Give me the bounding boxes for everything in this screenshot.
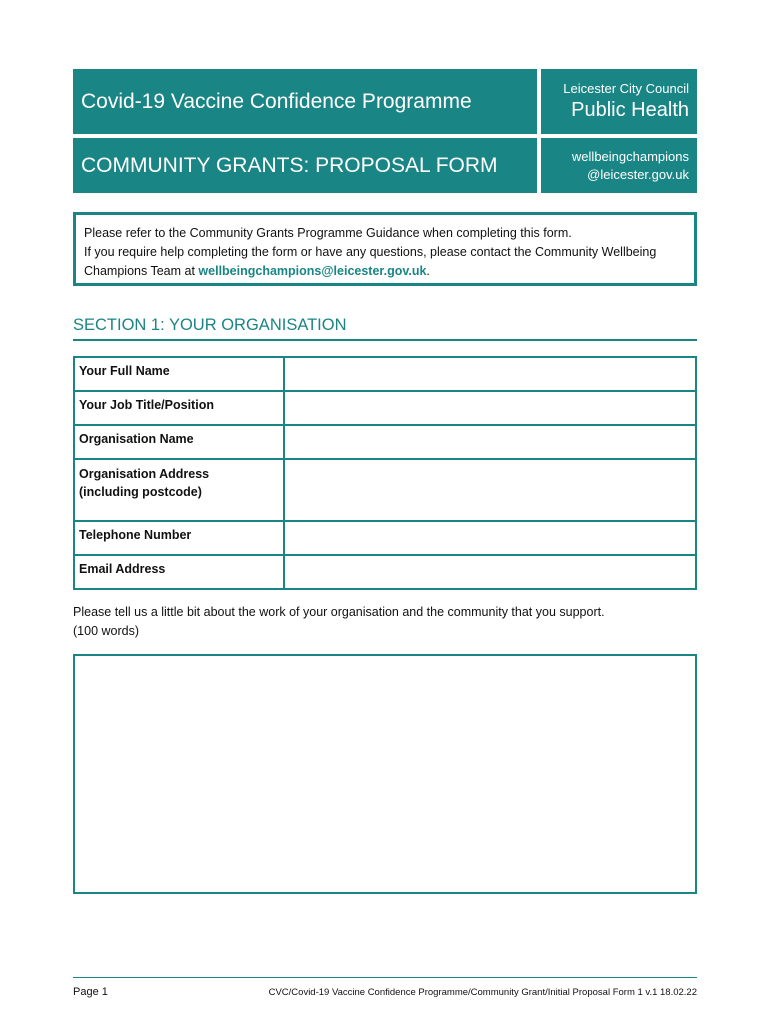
field-label: Your Full Name: [74, 357, 284, 391]
job-title-field[interactable]: [284, 391, 696, 425]
email-field[interactable]: [284, 555, 696, 589]
notice-line-2: [84, 243, 686, 281]
organisation-description-prompt: [73, 603, 703, 641]
organisation-name-field[interactable]: [284, 425, 696, 459]
page-number: Page 1: [73, 986, 108, 998]
table-row: [74, 357, 696, 391]
field-label-line1: Organisation Address: [79, 467, 210, 481]
contact-email-block[interactable]: [541, 138, 697, 193]
department-name: Public Health: [571, 99, 689, 121]
notice-line-1: Please refer to the Community Grants Programme Guidance when completing this form.: [84, 226, 572, 240]
field-label-line2: (including postcode): [79, 485, 202, 499]
table-row: [74, 459, 696, 521]
field-label: Your Job Title/Position: [74, 391, 284, 425]
organisation-details-table: [73, 356, 697, 590]
notice-email-link[interactable]: wellbeingchampions@leicester.gov.uk: [198, 264, 427, 278]
field-label: Organisation Name: [74, 425, 284, 459]
footer-divider: [73, 977, 697, 978]
telephone-field[interactable]: [284, 521, 696, 555]
table-row: [74, 521, 696, 555]
prompt-line-1: Please tell us a little bit about the work of your organisation and the community that you support.: [73, 605, 605, 619]
field-label: [74, 459, 284, 521]
prompt-line-2: (100 words): [73, 624, 139, 638]
document-reference: CVC/Covid-19 Vaccine Confidence Programme/Community Grant/Initial Proposal Form 1 v.1 18.02.22: [268, 987, 697, 998]
table-row: [74, 555, 696, 589]
field-label: Telephone Number: [74, 521, 284, 555]
guidance-notice: [73, 212, 697, 286]
council-name: Leicester City Council: [563, 81, 689, 96]
council-block: [541, 69, 697, 134]
organisation-address-field[interactable]: [284, 459, 696, 521]
section-divider: [73, 339, 697, 341]
table-row: [74, 391, 696, 425]
form-title: COMMUNITY GRANTS: PROPOSAL FORM: [73, 138, 537, 193]
contact-email-line1: wellbeingchampions: [571, 148, 689, 164]
notice-text-end: .: [426, 264, 430, 278]
form-header: [73, 69, 697, 193]
table-row: [74, 425, 696, 459]
field-label: Email Address: [74, 555, 284, 589]
organisation-description-textarea[interactable]: [73, 654, 697, 894]
full-name-field[interactable]: [284, 357, 696, 391]
section-title: SECTION 1: YOUR ORGANISATION: [73, 316, 347, 334]
programme-title: Covid-19 Vaccine Confidence Programme: [73, 69, 537, 134]
contact-email-line2: @leicester.gov.uk: [587, 166, 689, 182]
notice-text: If you require help completing the form or have any questions, please contact the Community Wellbeing Champions Team at: [84, 245, 657, 278]
